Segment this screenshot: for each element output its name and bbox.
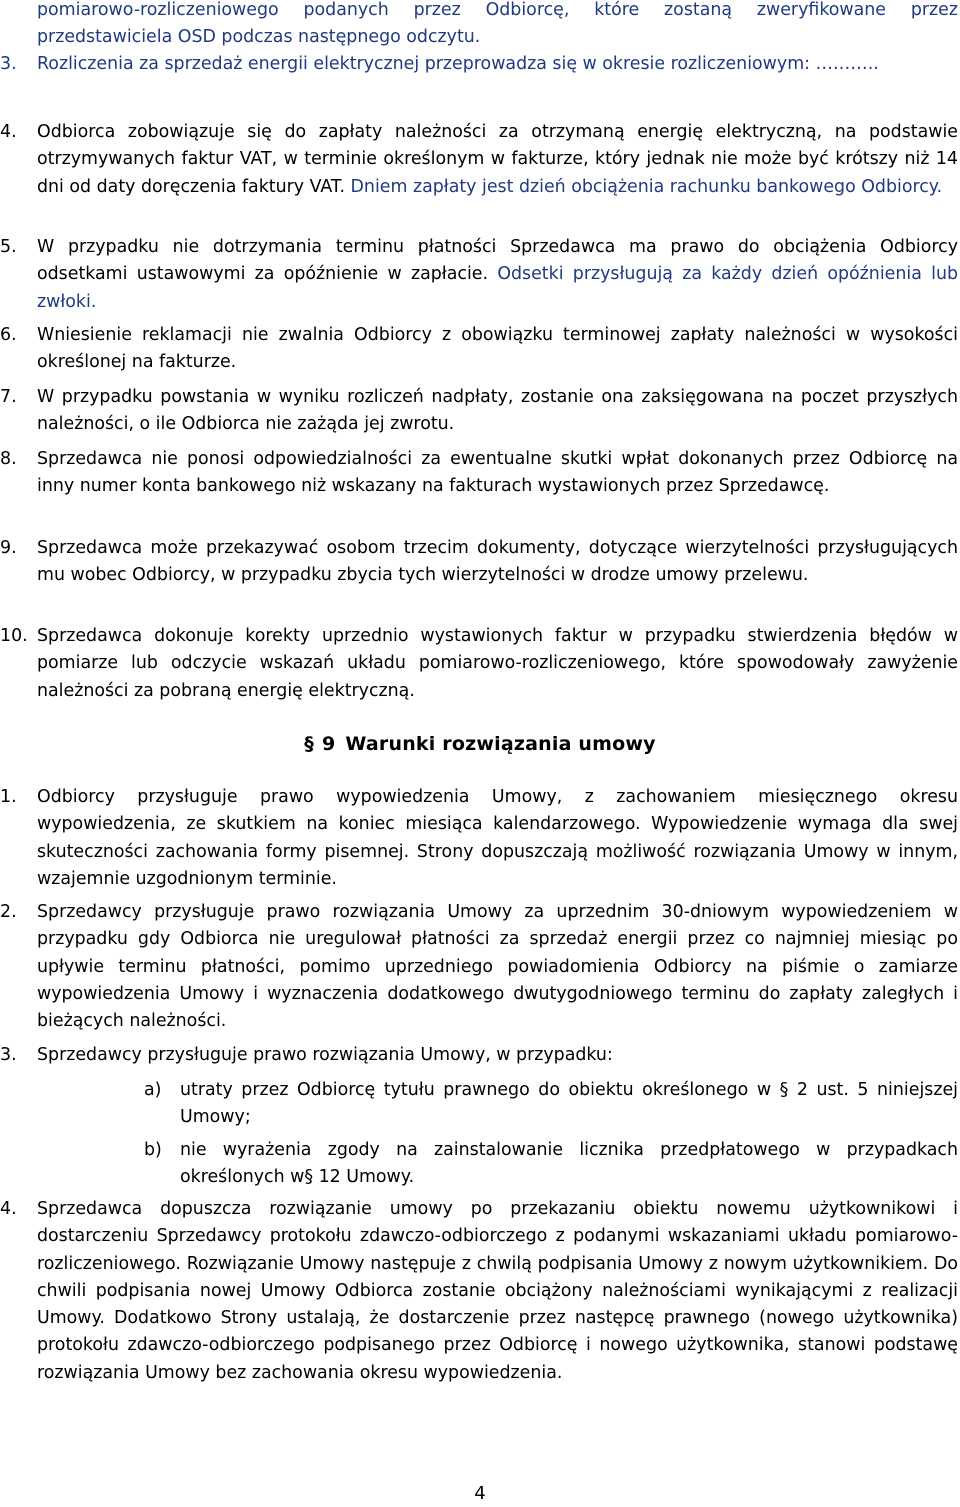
list-item-7 — [0, 384, 958, 439]
sub-letter: a) — [144, 1080, 162, 1100]
termination-item-4 — [0, 1196, 958, 1387]
list-number: 9. — [0, 538, 17, 558]
list-item-5 — [0, 234, 959, 316]
list-item-text-extra: Dniem zapłaty jest dzień obciążenia rachunku bankowego Odbiorcy. — [350, 176, 943, 197]
list-item-text: Sprzedawca dokonuje korekty uprzednio wystawionych faktur w przypadku stwierdzenia błędów w pomiarze lub odczycie wskazań układu pomiarowo-rozliczeniowego, które spowodowały zawyżenie należności za pobraną energię elektryczną. — [37, 626, 958, 701]
list-number: 6. — [0, 325, 17, 345]
list-item-text: Odbiorcy przysługuje prawo wypowiedzenia Umowy, z zachowaniem miesięcznego okresu wypowiedzenia, ze skutkiem na koniec miesiąca kalendarzowego. Wypowiedzenie wymaga dla swej skuteczności zachowania formy pisemnej. Strony dopuszczają możliwość rozwiązania Umowy w innym, wzajemnie uzgodnionym terminie. — [37, 787, 958, 889]
list-number: 4. — [0, 122, 17, 142]
termination-item-3 — [0, 1042, 958, 1069]
list-item-text: Sprzedawcy przysługuje prawo rozwiązania Umowy za uprzednim 30-dniowym wypowiedzeniem w przypadku gdy Odbiorca nie uregulował płatności za sprzedaż energii przez co najmniej miesiąc po upływie terminu płatności, pomimo uprzedniego powiadomienia Odbiorcy na piśmie o zamiarze wypowiedzenia Umowy i wyznaczenia dodatkowego dwutygodniowego terminu do zapłaty zaległych i bieżących należności. — [37, 902, 958, 1032]
list-item-text: Sprzedawca dopuszcza rozwiązanie umowy po przekazaniu obiektu nowemu użytkownikowi i dostarczeniu Sprzedawcy protokołu zdawczo-odbiorczego z podanymi wskazaniami układu pomiarowo- rozliczeniowego. Rozwiązanie Umowy następuje z chwilą podpisania Umowy z nowym użytkownikiem. Do chwili podpisania nowej Umowy Odbiorca zostanie obciążony należnościami wynikającymi z realizacji Umowy. Dodatkowo Strony ustalają, że dostarczenie przez następcę prawnego (nowego użytkownika) protokołu zdawczo-odbiorczego podpisanego przez Odbiorcę i nowego użytkownika, stanowi podstawę rozwiązania Umowy bez zachowania okresu wypowiedzenia. — [37, 1199, 958, 1383]
list-number: 8. — [0, 449, 17, 469]
list-number: 3. — [0, 1045, 17, 1065]
sub-letter: b) — [144, 1140, 162, 1160]
termination-subitem-a — [144, 1077, 958, 1132]
section-heading — [0, 730, 960, 758]
list-item-6 — [0, 322, 958, 377]
termination-item-2 — [0, 899, 958, 1035]
list-item-8 — [0, 446, 958, 501]
section-title: Warunki rozwiązania umowy — [345, 733, 656, 755]
list-item-text: Odbiorca zobowiązuje się do zapłaty należności za otrzymaną energię elektryczną, na podstawie otrzymywanych faktur VAT, w terminie określonym w fakturze, który jednak nie może być krótszy niż 14 dni od daty doręczenia faktury VAT. — [37, 122, 958, 197]
list-number: 2. — [0, 902, 17, 922]
list-item-3 — [0, 51, 958, 78]
list-item-text: Wniesienie reklamacji nie zwalnia Odbiorcy z obowiązku terminowej zapłaty należności w wysokości określonej na fakturze. — [37, 325, 958, 373]
termination-item-1 — [0, 784, 958, 893]
list-item-4 — [0, 119, 958, 201]
list-item-text: Rozliczenia za sprzedaż energii elektrycznej przeprowadza się w okresie rozliczeniowym: ……….. — [37, 54, 879, 74]
list-number: 5. — [0, 237, 17, 257]
paragraph-continuation: pomiarowo-rozliczeniowego podanych przez Odbiorcę, które zostaną zweryfikowane przez przedstawiciela OSD podczas następnego odczytu. — [37, 0, 958, 48]
list-number: 4. — [0, 1199, 17, 1219]
list-number: 3. — [0, 54, 17, 74]
list-item-text: Sprzedawcy przysługuje prawo rozwiązania Umowy, w przypadku: — [37, 1045, 613, 1065]
list-item-text-extra: Odsetki przysługują za każdy dzień opóźnienia lub zwłoki. — [37, 264, 959, 312]
sub-item-text: nie wyrażenia zgody na zainstalowanie licznika przedpłatowego w przypadkach określonych w§ 12 Umowy. — [180, 1140, 958, 1188]
section-number: 9 — [321, 733, 336, 755]
list-item-text: W przypadku nie dotrzymania terminu płatności Sprzedawca ma prawo do obciążenia Odbiorcy odsetkami ustawowymi za opóźnienie w zapłacie. — [37, 237, 958, 285]
list-number: 7. — [0, 387, 17, 407]
list-item-text: Sprzedawca może przekazywać osobom trzecim dokumenty, dotyczące wierzytelności przysługujących mu wobec Odbiorcy, w przypadku zbycia tych wierzytelności w drodze umowy przelewu. — [37, 538, 958, 586]
list-item-text: Sprzedawca nie ponosi odpowiedzialności za ewentualne skutki wpłat dokonanych przez Odbiorcę na inny numer konta bankowego niż wskazany na fakturach wystawionych przez Sprzedawcę. — [37, 449, 958, 497]
list-number: 10. — [0, 626, 28, 646]
list-item-9 — [0, 535, 958, 590]
list-item-10 — [0, 623, 958, 705]
page-number: 4 — [474, 1483, 486, 1504]
list-item-text: W przypadku powstania w wyniku rozliczeń nadpłaty, zostanie ona zaksięgowana na poczet przyszłych należności, o ile Odbiorca nie zażąda jej zwrotu. — [37, 387, 958, 435]
section-sign: § — [304, 733, 314, 755]
sub-item-text: utraty przez Odbiorcę tytułu prawnego do obiektu określonego w § 2 ust. 5 niniejszej Umowy; — [180, 1080, 958, 1128]
list-number: 1. — [0, 787, 17, 807]
termination-subitem-b — [144, 1137, 958, 1192]
